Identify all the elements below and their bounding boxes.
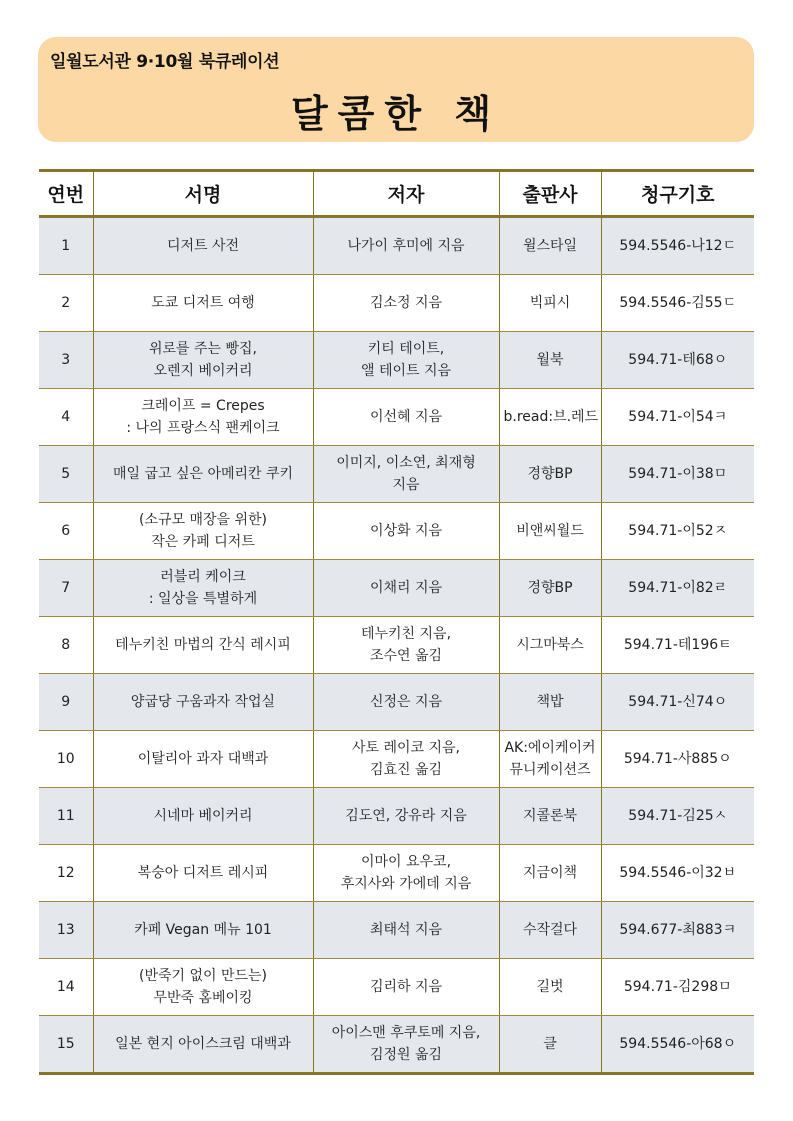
publisher-cell xyxy=(499,902,601,959)
publisher-cell-line: 시그마북스 xyxy=(516,637,584,653)
book-title-cell xyxy=(93,959,313,1016)
publisher-cell-line: 경향BP xyxy=(527,466,573,482)
column-header-title: 서명 xyxy=(93,171,313,217)
book-title-cell-line: : 일상을 특별하게 xyxy=(148,591,258,607)
table-row xyxy=(39,389,754,446)
author-cell-line: 이선혜 지음 xyxy=(369,409,443,425)
author-cell-line: 이미지, 이소연, 최재형 xyxy=(336,455,476,471)
book-title-cell-line: 이탈리아 과자 대백과 xyxy=(137,751,269,767)
author-cell-line: 김리하 지음 xyxy=(369,979,443,995)
book-title-cell-line: 시네마 베이커리 xyxy=(153,808,253,824)
call-number-cell: 594.677-최883ㅋ xyxy=(601,902,754,959)
book-title-cell-line: 카페 Vegan 메뉴 101 xyxy=(134,922,272,938)
author-cell xyxy=(313,389,499,446)
book-title-cell xyxy=(93,731,313,788)
publisher-cell xyxy=(499,617,601,674)
publisher-cell xyxy=(499,560,601,617)
table-row xyxy=(39,902,754,959)
table-row xyxy=(39,617,754,674)
book-title-cell xyxy=(93,332,313,389)
book-title-cell-line: 복숭아 디저트 레시피 xyxy=(137,865,269,881)
book-title-cell-line: 디저트 사전 xyxy=(166,238,240,254)
table-row xyxy=(39,217,754,275)
row-number-cell: 11 xyxy=(39,788,93,845)
author-cell-line: 이마이 요우코, xyxy=(360,854,452,870)
table-row xyxy=(39,1016,754,1074)
author-cell-line: 김정원 옮김 xyxy=(369,1047,443,1063)
author-cell-line: 후지사와 가에데 지음 xyxy=(340,876,472,892)
publisher-cell-line: 길벗 xyxy=(536,979,564,995)
call-number-cell: 594.71-신74ㅇ xyxy=(601,674,754,731)
book-title-cell-line: : 나의 프랑스식 팬케이크 xyxy=(126,420,280,436)
call-number-cell: 594.71-이82ㄹ xyxy=(601,560,754,617)
table-row xyxy=(39,446,754,503)
publisher-cell xyxy=(499,788,601,845)
book-title-cell-line: (소규모 매장을 위한) xyxy=(138,512,268,528)
call-number-cell: 594.5546-김55ㄷ xyxy=(601,275,754,332)
call-number-cell: 594.71-김298ㅁ xyxy=(601,959,754,1016)
publisher-cell-line: 클 xyxy=(543,1036,557,1052)
row-number-cell: 12 xyxy=(39,845,93,902)
publisher-cell xyxy=(499,845,601,902)
book-title-cell xyxy=(93,788,313,845)
author-cell-line: 테누키친 지음, xyxy=(360,626,452,642)
publisher-cell xyxy=(499,332,601,389)
book-title-cell-line: 양굽당 구움과자 작업실 xyxy=(130,694,276,710)
call-number-cell: 594.71-테68ㅇ xyxy=(601,332,754,389)
author-cell-line: 이상화 지음 xyxy=(369,523,443,539)
call-number-cell: 594.71-테196ㅌ xyxy=(601,617,754,674)
page-title: 달콤한 책 xyxy=(290,92,502,136)
book-title-cell xyxy=(93,1016,313,1074)
book-title-cell-line: 테누키친 마법의 간식 레시피 xyxy=(115,637,291,653)
author-cell-line: 최태석 지음 xyxy=(369,922,443,938)
row-number-cell: 7 xyxy=(39,560,93,617)
row-number-cell: 4 xyxy=(39,389,93,446)
book-title-cell-line: 크레이프 = Crepes xyxy=(141,398,265,414)
author-cell-line: 신정은 지음 xyxy=(369,694,443,710)
column-header-call-number: 청구기호 xyxy=(601,171,754,217)
row-number-cell: 9 xyxy=(39,674,93,731)
author-cell xyxy=(313,959,499,1016)
author-cell xyxy=(313,674,499,731)
author-cell-line: 김효진 옮김 xyxy=(369,762,443,778)
author-cell-line: 앨 테이트 지음 xyxy=(360,363,452,379)
book-title-cell-line: 일본 현지 아이스크림 대백과 xyxy=(115,1036,291,1052)
book-title-cell-line: 무반죽 홈베이킹 xyxy=(153,990,253,1006)
call-number-cell: 594.5546-이32ㅂ xyxy=(601,845,754,902)
publisher-cell-line: 빅피시 xyxy=(529,295,571,311)
author-cell xyxy=(313,788,499,845)
publisher-cell-line: 지금이책 xyxy=(522,865,578,881)
publisher-cell xyxy=(499,959,601,1016)
publisher-cell-line: 지콜론북 xyxy=(522,808,578,824)
author-cell-line: 김소정 지음 xyxy=(369,295,443,311)
row-number-cell: 10 xyxy=(39,731,93,788)
author-cell-line: 이채리 지음 xyxy=(369,580,443,596)
row-number-cell: 2 xyxy=(39,275,93,332)
call-number-cell: 594.71-이38ㅁ xyxy=(601,446,754,503)
call-number-cell: 594.71-김25ㅅ xyxy=(601,788,754,845)
table-row xyxy=(39,845,754,902)
publisher-cell-line: 책밥 xyxy=(536,694,564,710)
book-title-cell-line: (반죽기 없이 만드는) xyxy=(138,968,268,984)
book-title-cell-line: 러블리 케이크 xyxy=(160,569,246,585)
table-row xyxy=(39,332,754,389)
author-cell-line: 나가이 후미에 지음 xyxy=(347,238,465,254)
publisher-cell xyxy=(499,503,601,560)
row-number-cell: 14 xyxy=(39,959,93,1016)
book-title-cell-line: 매일 굽고 싶은 아메리칸 쿠키 xyxy=(112,466,294,482)
author-cell xyxy=(313,560,499,617)
call-number-cell: 594.71-이54ㅋ xyxy=(601,389,754,446)
publisher-cell-line: 수작걸다 xyxy=(522,922,578,938)
column-header-publisher: 출판사 xyxy=(499,171,601,217)
call-number-cell: 594.71-사885ㅇ xyxy=(601,731,754,788)
row-number-cell: 13 xyxy=(39,902,93,959)
table-row xyxy=(39,731,754,788)
table-body xyxy=(39,217,754,1074)
author-cell xyxy=(313,902,499,959)
author-cell-line: 김도연, 강유라 지음 xyxy=(345,808,467,824)
publisher-cell xyxy=(499,217,601,275)
row-number-cell: 5 xyxy=(39,446,93,503)
book-title-cell-line: 작은 카페 디저트 xyxy=(151,534,255,550)
column-header-author: 저자 xyxy=(313,171,499,217)
row-number-cell: 1 xyxy=(39,217,93,275)
publisher-cell-line: 비앤씨월드 xyxy=(516,523,584,539)
book-title-cell xyxy=(93,617,313,674)
book-title-cell xyxy=(93,217,313,275)
book-title-cell xyxy=(93,674,313,731)
author-cell xyxy=(313,503,499,560)
table-row xyxy=(39,959,754,1016)
publisher-cell xyxy=(499,731,601,788)
author-cell xyxy=(313,217,499,275)
row-number-cell: 6 xyxy=(39,503,93,560)
book-title-cell xyxy=(93,389,313,446)
publisher-cell-line: 경향BP xyxy=(527,580,573,596)
table-row xyxy=(39,503,754,560)
book-title-cell-line: 도쿄 디저트 여행 xyxy=(151,295,255,311)
table-row xyxy=(39,275,754,332)
author-cell-line: 조수연 옮김 xyxy=(369,648,443,664)
author-cell-line: 사토 레이코 지음, xyxy=(351,740,461,756)
publisher-cell-line: 뮤니케이션즈 xyxy=(509,762,591,778)
header-banner xyxy=(38,37,754,142)
author-cell xyxy=(313,845,499,902)
book-title-cell xyxy=(93,275,313,332)
row-number-cell: 15 xyxy=(39,1016,93,1074)
author-cell xyxy=(313,446,499,503)
table-row xyxy=(39,560,754,617)
publisher-cell-line: b.read:브.레드 xyxy=(503,409,599,425)
call-number-cell: 594.5546-나12ㄷ xyxy=(601,217,754,275)
book-title-cell xyxy=(93,845,313,902)
row-number-cell: 8 xyxy=(39,617,93,674)
author-cell-line: 아이스맨 후쿠토메 지음, xyxy=(331,1025,481,1041)
publisher-cell-line: 윌스타일 xyxy=(522,238,578,254)
publisher-cell-line: 월북 xyxy=(536,352,564,368)
author-cell-line: 지음 xyxy=(392,477,420,493)
publisher-cell xyxy=(499,275,601,332)
book-title-cell xyxy=(93,446,313,503)
publisher-cell xyxy=(499,389,601,446)
publisher-cell xyxy=(499,446,601,503)
call-number-cell: 594.71-이52ㅈ xyxy=(601,503,754,560)
author-cell xyxy=(313,1016,499,1074)
author-cell-line: 키티 테이트, xyxy=(367,341,445,357)
curation-subtitle: 일월도서관 9·10월 북큐레이션 xyxy=(50,52,280,72)
table-header-row xyxy=(39,171,754,217)
book-title-cell xyxy=(93,503,313,560)
author-cell xyxy=(313,332,499,389)
publisher-cell xyxy=(499,674,601,731)
book-title-cell-line: 오렌지 베이커리 xyxy=(153,363,253,379)
column-header-number: 연번 xyxy=(39,171,93,217)
book-list-table xyxy=(39,169,754,1075)
author-cell xyxy=(313,617,499,674)
table-row xyxy=(39,674,754,731)
row-number-cell: 3 xyxy=(39,332,93,389)
book-title-cell xyxy=(93,560,313,617)
publisher-cell xyxy=(499,1016,601,1074)
author-cell xyxy=(313,731,499,788)
table-row xyxy=(39,788,754,845)
call-number-cell: 594.5546-아68ㅇ xyxy=(601,1016,754,1074)
book-title-cell xyxy=(93,902,313,959)
book-title-cell-line: 위로를 주는 빵집, xyxy=(148,341,258,357)
author-cell xyxy=(313,275,499,332)
publisher-cell-line: AK:에이케이커 xyxy=(504,740,596,756)
